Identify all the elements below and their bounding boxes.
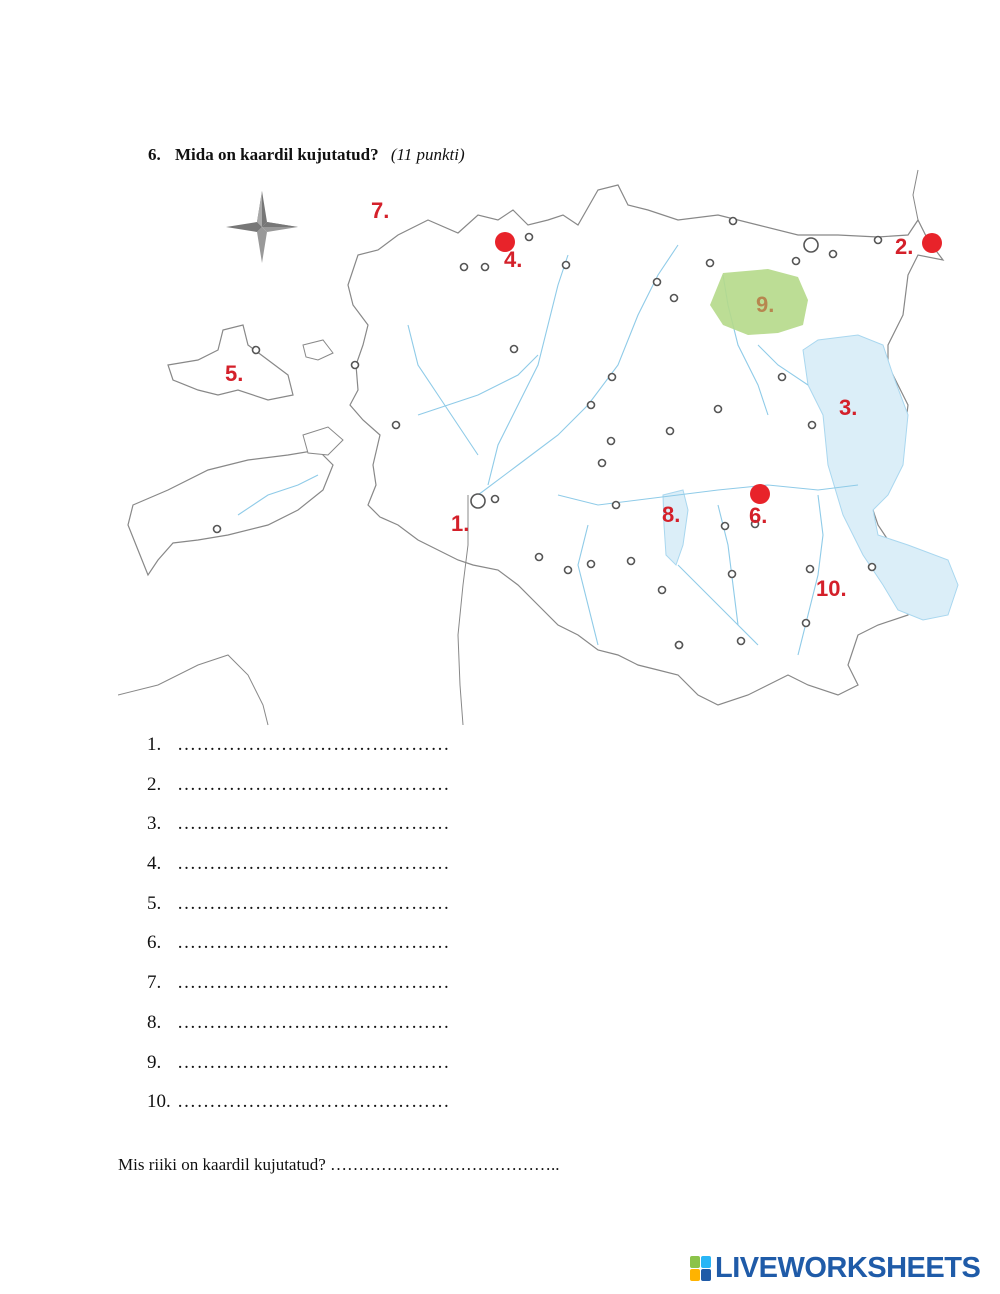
map-label-1: 1. [451,511,470,536]
answer-blank[interactable]: …………………………………… [177,932,450,954]
liveworksheets-logo [690,1252,980,1285]
map-label-2: 2. [895,234,914,259]
answer-number: 9. [147,1051,162,1073]
answer-number: 8. [147,1011,162,1033]
answer-number: 5. [147,892,162,914]
answer-row [147,774,450,814]
question-number: 6. [148,145,161,164]
liveworksheets-logo-icon [690,1256,712,1282]
southwest-coast [118,655,268,725]
answer-number: 4. [147,853,162,875]
map-label-8: 8. [662,502,681,527]
answer-number: 7. [147,972,162,994]
answer-row [147,1052,450,1092]
answer-row [147,813,450,853]
answer-blank[interactable]: …………………………………… [177,853,450,875]
answer-row [147,972,450,1012]
answer-number: 2. [147,773,162,795]
answer-blank[interactable]: …………………………………… [177,892,450,914]
answer-number: 6. [147,932,162,954]
answer-row [147,893,450,933]
answer-blank[interactable]: …………………………………… [177,972,450,994]
question-heading [148,145,465,165]
question-text: Mida on kaardil kujutatud? [175,145,379,164]
liveworksheets-logo-text: LIVEWORKSHEETS [715,1252,981,1284]
answer-blank[interactable]: …………………………………… [177,734,450,755]
answer-row [147,1091,450,1131]
map-label-6: 6. [749,503,768,528]
russia-border-north [913,170,918,220]
question-points: (11 punkti) [390,145,465,164]
map-label-4: 4. [504,247,523,272]
answer-list [147,734,450,1131]
answer-row [147,853,450,893]
answer-number: 10. [147,1091,171,1113]
map-label-5: 5. [225,361,244,386]
answer-number: 1. [147,734,162,755]
map-label-9: 9. [756,292,775,317]
answer-number: 3. [147,813,162,835]
marker-6-red-dot [750,484,770,504]
map-label-10: 10. [816,576,847,601]
estonia-map [118,165,968,730]
compass-rose-icon [226,191,298,263]
answer-row [147,1012,450,1052]
answer-blank[interactable]: …………………………………… [177,1051,450,1073]
island-saaremaa [128,450,333,575]
answer-blank[interactable]: …………………………………… [177,813,450,835]
island-vormsi [303,340,333,360]
answer-blank[interactable]: …………………………………… [177,773,450,795]
answer-blank[interactable]: …………………………………… [177,1011,450,1033]
map-label-3: 3. [839,395,858,420]
map-label-7: 7. [371,198,390,223]
country-question[interactable]: Mis riiki on kaardil kujutatud? ………………………………….. [118,1155,560,1174]
answer-row [147,932,450,972]
answer-blank[interactable]: …………………………………… [177,1091,450,1113]
answer-row [147,734,450,774]
marker-2-red-dot [922,233,942,253]
island-muhu [303,427,343,455]
